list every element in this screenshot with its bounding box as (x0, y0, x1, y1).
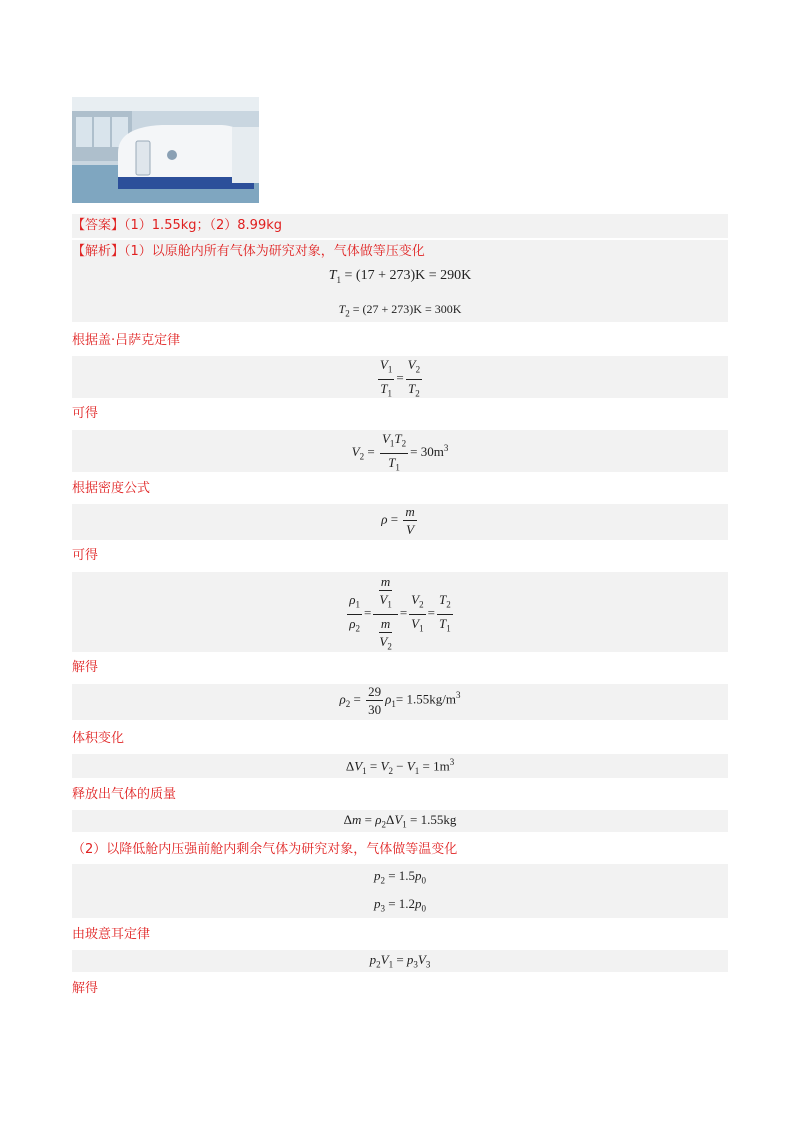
equation-density: ρ = $\frac{m}{V}$ (381, 504, 415, 537)
equation-delta-v: $\Delta V_1 = V_2 - V_1 = 1m^3$ (345, 757, 455, 776)
jiede-heading-2: 解得 (72, 981, 99, 996)
analysis-text: （1）以原舱内所有气体为研究对象，气体做等压变化 (124, 244, 425, 259)
equation-delta-m: $\Delta m = \rho_2\Delta V_1 = 1.55kg$ (343, 812, 457, 830)
kede-heading-2: 可得 (72, 548, 99, 563)
answer-line (72, 217, 282, 235)
equation-p3: $p_3 = 1.2p_0$ (373, 896, 427, 914)
analysis-line (72, 243, 425, 261)
equation-t2: $T_2 = (27 + 273)K = 300K$ (338, 302, 462, 319)
answer-label: 【答案】 (72, 218, 125, 233)
released-mass-heading: 释放出气体的质量 (72, 787, 177, 802)
equation-density-ratio: $\frac{\rho_1}{\rho_2}$ = $\frac{\frac{m}{V_1}}{\frac{m}{V_2}}$ = $\frac{V_2}{V_1}$ = $\frac{T_2}{T_1}$ (349, 574, 451, 652)
jiede-heading-1: 解得 (72, 660, 99, 675)
analysis-label: 【解析】 (72, 244, 125, 259)
gay-lussac-heading: 根据盖·吕萨克定律 (72, 333, 181, 348)
equation-p2: $p_2 = 1.5p_0$ (373, 868, 427, 886)
equation-gay-lussac: $\frac{V_1}{T_1}$ = $\frac{V_2}{T_2}$ (379, 357, 421, 399)
equation-v2: $V_2$ = $\frac{V_1T_2}{T_1}$ = $30m^3$ (351, 431, 449, 473)
equation-t1: $T_1 = (17 + 273)K = 290K$ (328, 268, 472, 285)
answer-text: （1）1.55kg；（2）8.99kg (124, 218, 283, 233)
equation-rho2: $\rho_2$ = $\frac{29}{30}$ $\rho_1= 1.55kg/m^3$ (339, 684, 461, 717)
part2-heading: （2）以降低舱内压强前舱内剩余气体为研究对象，气体做等温变化 (72, 842, 458, 857)
hyperbaric-chamber-photo (72, 97, 259, 203)
equation-boyle: $p_2V_1 = p_3V_3$ (369, 952, 431, 970)
kede-heading-1: 可得 (72, 406, 99, 421)
volume-change-heading: 体积变化 (72, 731, 125, 746)
density-heading: 根据密度公式 (72, 481, 151, 496)
boyle-heading: 由玻意耳定律 (72, 927, 151, 942)
hyperbaric-chamber-illustration (72, 97, 259, 203)
